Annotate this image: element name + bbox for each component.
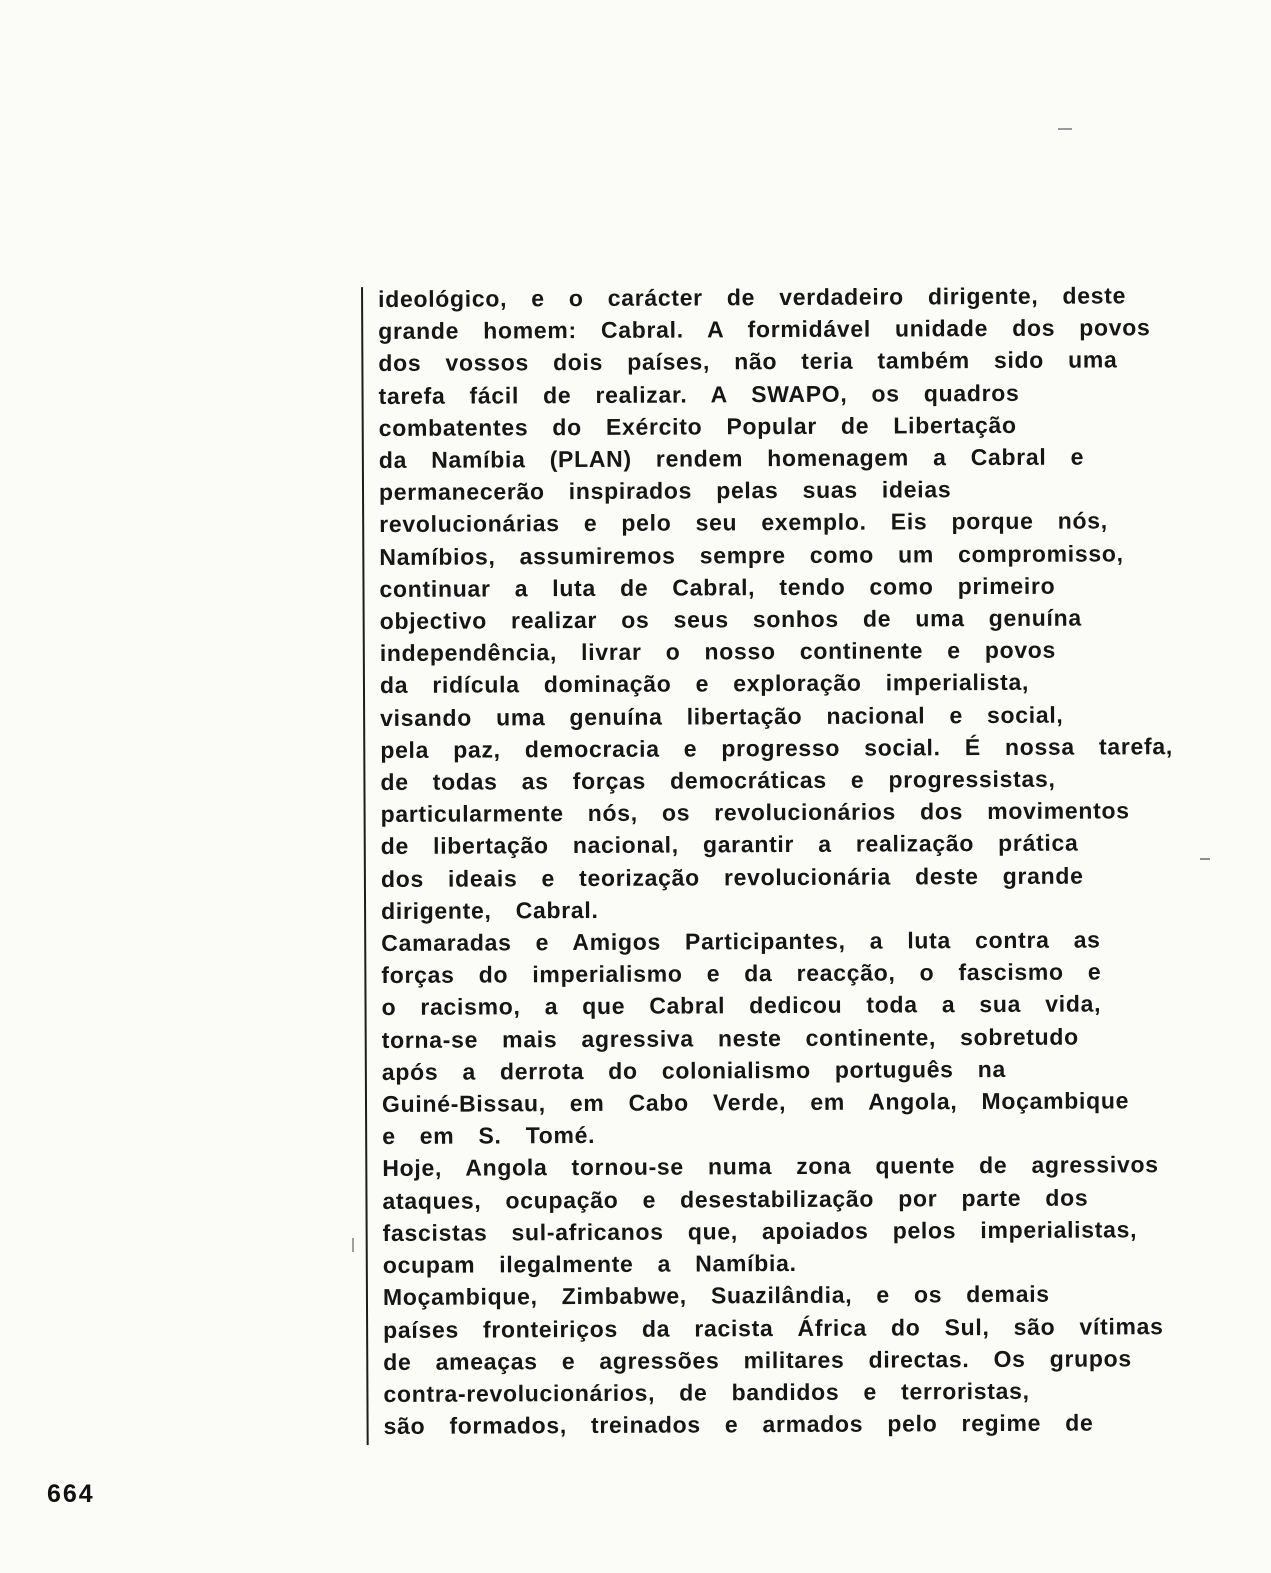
text-line: dos vossos dois países, não teria também sido uma [378, 346, 1118, 377]
text-line: combatentes do Exército Popular de Libertação [378, 411, 1017, 441]
text-line: particularmente nós, os revolucionários dos movimentos [380, 797, 1130, 828]
text-line: continuar a luta de Cabral, tendo como primeiro [379, 572, 1056, 602]
text-line: torna-se mais agressiva neste continente, sobretudo [381, 1023, 1079, 1053]
text-line: Guiné-Bissau, em Cabo Verde, em Angola, Moçambique [381, 1087, 1130, 1118]
body-text [378, 279, 1244, 1443]
text-line: pela paz, democracia e progresso social. É nossa tarefa, [380, 732, 1173, 763]
text-line: grande homem: Cabral. A formidável unidade dos povos [378, 314, 1151, 345]
text-line: forças do imperialismo e da reacção, o fascismo e [381, 958, 1102, 989]
text-line: ideológico, e o carácter de verdadeiro dirigente, deste [378, 282, 1127, 312]
margin-rule [361, 287, 369, 1445]
text-line: objectivo realizar os seus sonhos de uma genuína [379, 604, 1082, 635]
text-line: ocupam ilegalmente a Namíbia. [382, 1250, 797, 1279]
text-line: Moçambique, Zimbabwe, Suazilândia, e os demais [382, 1281, 1050, 1311]
text-line: independência, livrar o nosso continente e povos [379, 636, 1057, 667]
text-line: o racismo, a que Cabral dedicou toda a sua vida, [381, 990, 1102, 1021]
text-line: permanecerão inspirados pelas suas ideias [378, 476, 952, 506]
text-line: dirigente, Cabral. [381, 896, 599, 924]
text-block [378, 279, 1244, 1443]
text-line: revolucionárias e pelo seu exemplo. Eis porque nós, [379, 507, 1108, 538]
text-line: países fronteiriços da racista África do Sul, são vítimas [383, 1312, 1164, 1343]
text-line: de ameaças e agressões militares directas. Os grupos [383, 1345, 1132, 1375]
text-line: visando uma genuína libertação nacional e social, [380, 701, 1064, 731]
text-line: Camaradas e Amigos Participantes, a luta contra as [381, 926, 1101, 957]
text-line: fascistas sul-africanos que, apoiados pelos imperialistas, [382, 1216, 1138, 1246]
text-line: dos ideais e teorização revolucionária deste grande [380, 862, 1084, 892]
text-line: contra-revolucionários, de bandidos e terroristas, [383, 1377, 1030, 1407]
text-line: da Namíbia (PLAN) rendem homenagem a Cabral e [378, 443, 1085, 474]
text-line: são formados, treinados e armados pelo regime de [383, 1409, 1094, 1440]
text-line: de libertação nacional, garantir a realização prática [380, 830, 1079, 860]
text-line: tarefa fácil de realizar. A SWAPO, os quadros [378, 379, 1020, 409]
text-line: Hoje, Angola tornou-se numa zona quente de agressivos [382, 1151, 1159, 1182]
text-line: após a derrota do colonialismo português na [381, 1055, 1007, 1085]
text-line: da ridícula dominação e exploração imperialista, [379, 669, 1030, 699]
text-line: de todas as forças democráticas e progressistas, [380, 765, 1056, 796]
text-line: e em S. Tomé. [382, 1122, 596, 1150]
text-line: ataques, ocupação e desestabilização por parte dos [382, 1184, 1089, 1214]
scan-artifact [1058, 128, 1072, 130]
text-line: Namíbios, assumiremos sempre como um compromisso, [379, 539, 1124, 570]
page-number: 664 [47, 1480, 95, 1508]
scan-artifact [352, 1238, 354, 1252]
